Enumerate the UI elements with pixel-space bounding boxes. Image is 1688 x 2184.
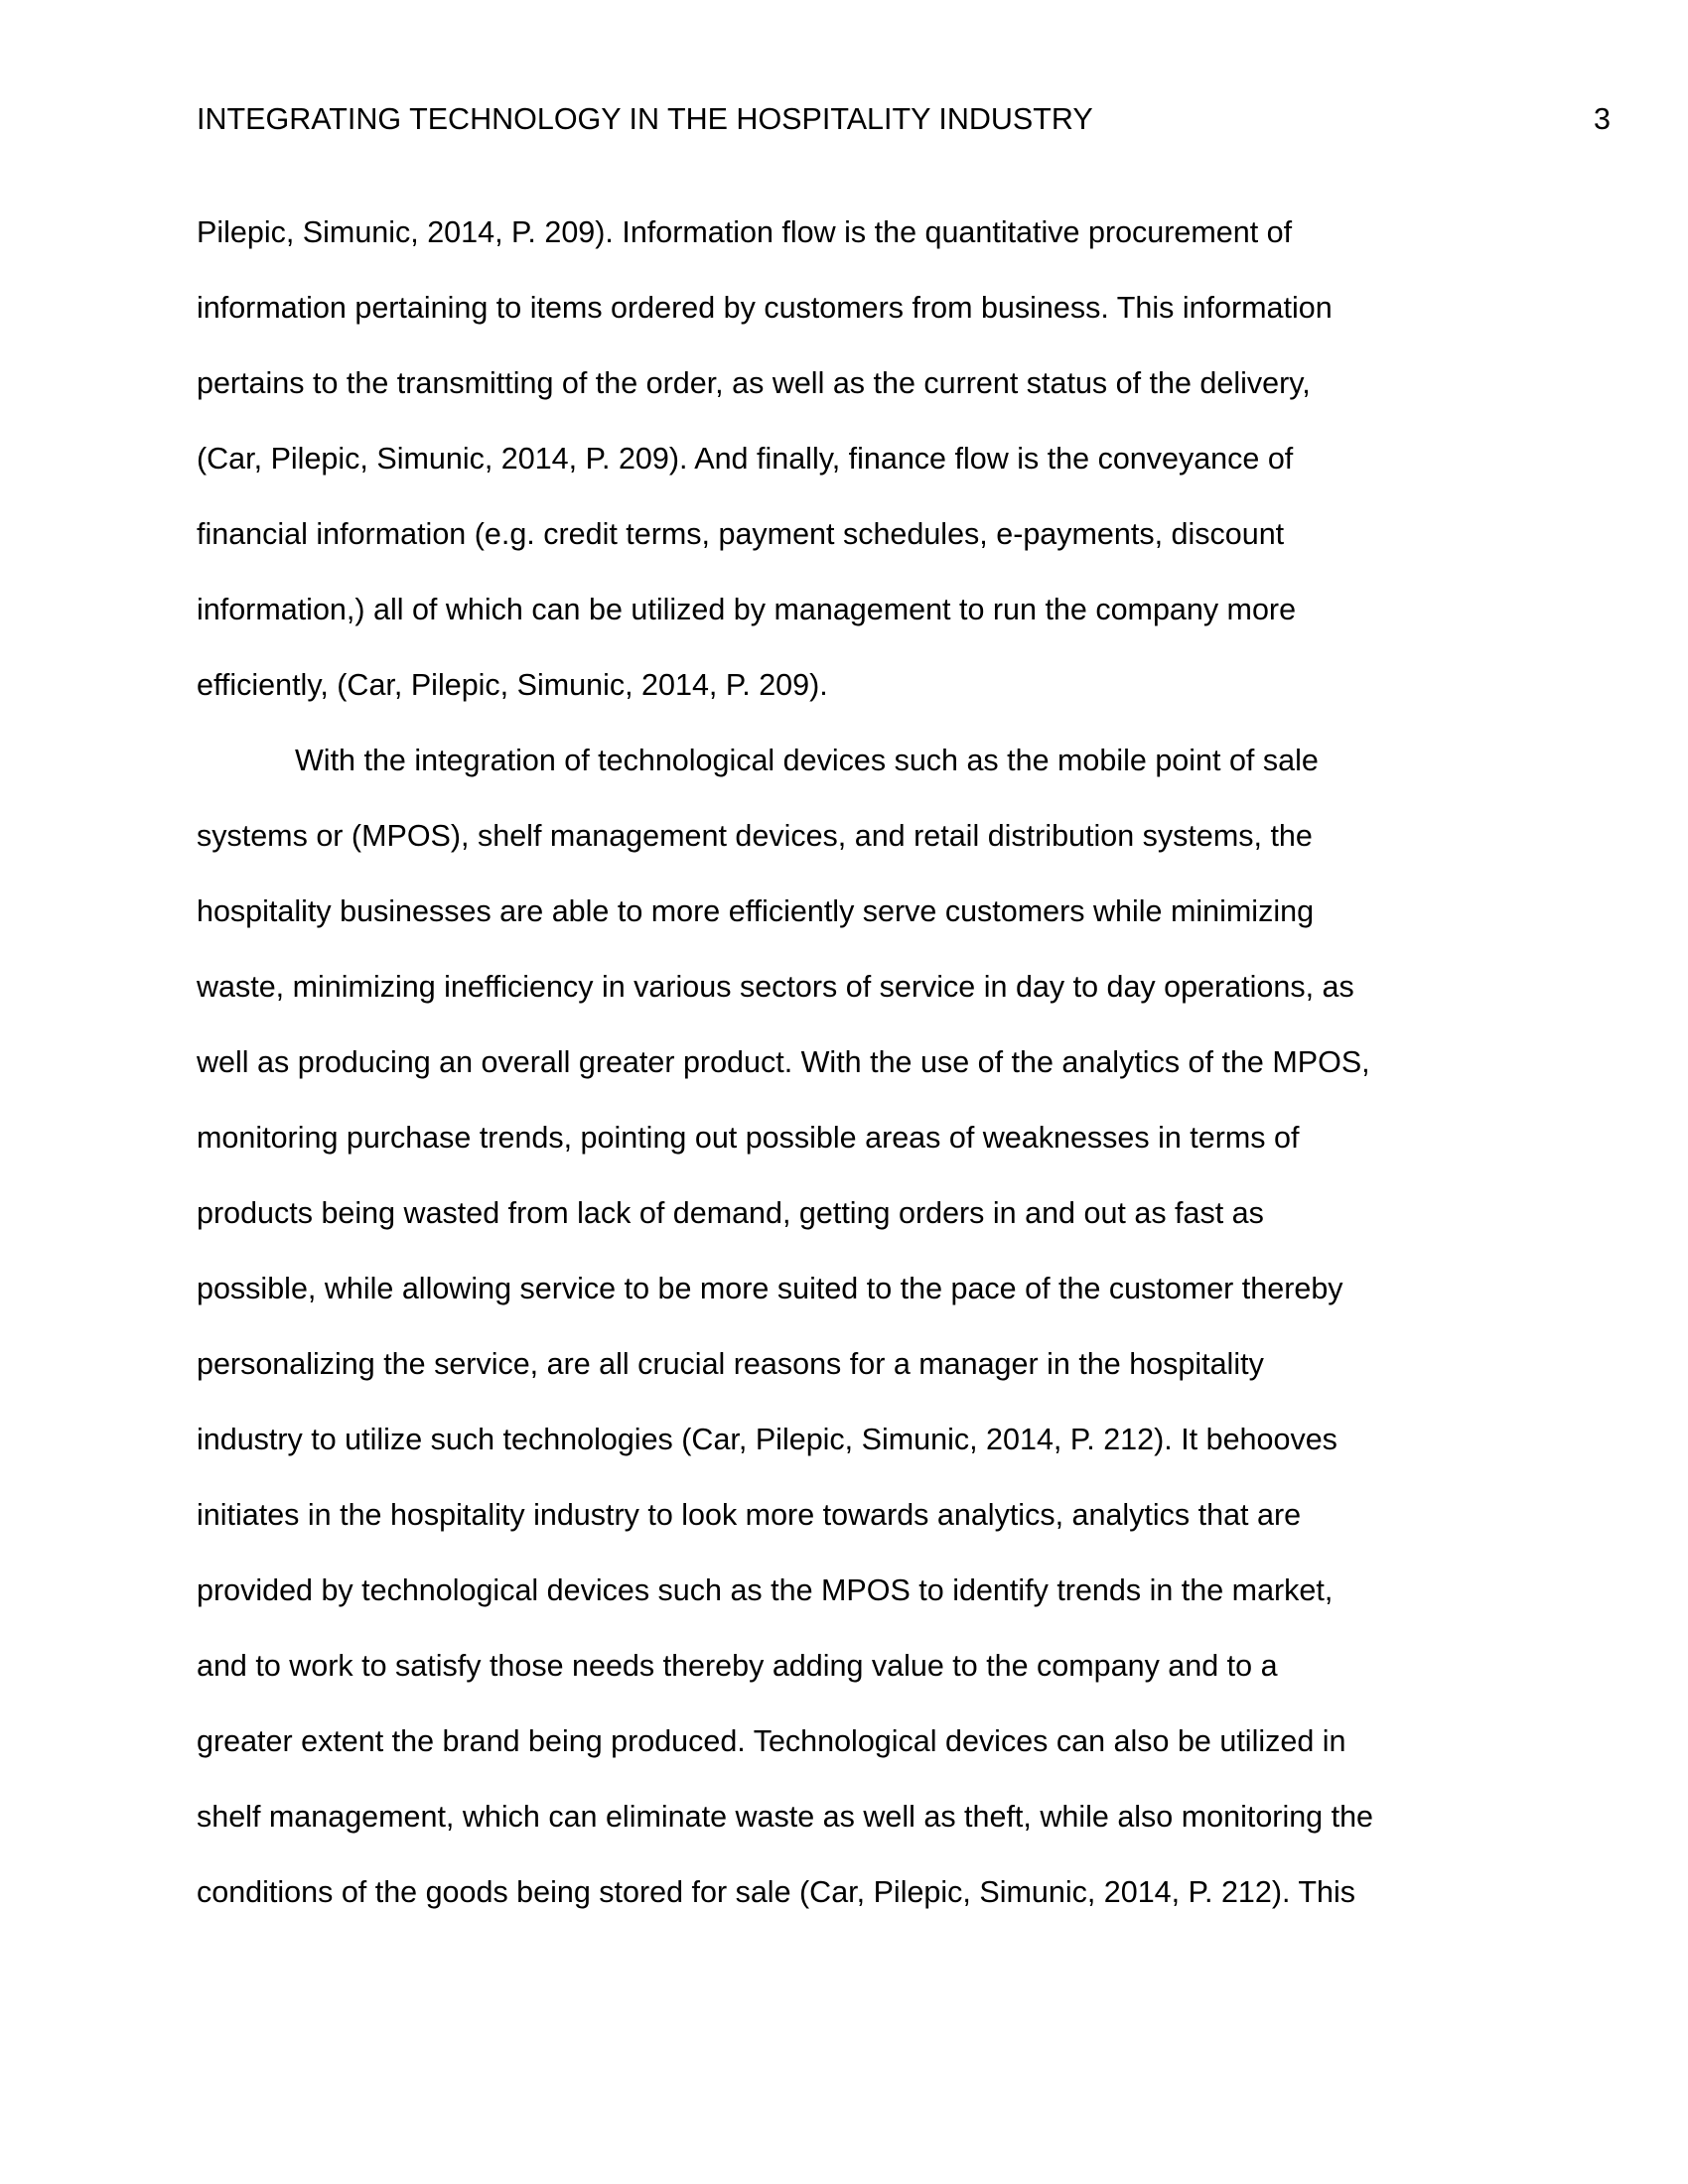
- paragraph-1-line: information pertaining to items ordered by customers from business. This information: [197, 291, 1333, 325]
- page-number: 3: [1594, 102, 1611, 136]
- paragraph-1-line: financial information (e.g. credit terms, payment schedules, e-payments, discount: [197, 517, 1285, 551]
- paragraph-2-line: conditions of the goods being stored for sale (Car, Pilepic, Simunic, 2014, P. 212). This: [197, 1875, 1356, 1909]
- paragraph-2-line: industry to utilize such technologies (Car, Pilepic, Simunic, 2014, P. 212). It behooves: [197, 1423, 1337, 1456]
- paragraph-2-line: monitoring purchase trends, pointing out possible areas of weaknesses in terms of: [197, 1121, 1300, 1155]
- page-header: [197, 97, 1611, 141]
- paragraph-2-line: possible, while allowing service to be more suited to the pace of the customer thereby: [197, 1272, 1343, 1305]
- paragraph-1-line: Pilepic, Simunic, 2014, P. 209). Information flow is the quantitative procurement of: [197, 215, 1293, 249]
- paragraph-2-line: With the integration of technological devices such as the mobile point of sale: [295, 744, 1319, 777]
- paragraph-2-line: waste, minimizing inefficiency in various sectors of service in day to day operations, as: [197, 970, 1354, 1004]
- paragraph-1-line: information,) all of which can be utilized by management to run the company more: [197, 593, 1297, 626]
- paragraph-2-line: shelf management, which can eliminate waste as well as theft, while also monitoring the: [197, 1800, 1374, 1834]
- paragraph-2-line: products being wasted from lack of demand, getting orders in and out as fast as: [197, 1196, 1264, 1230]
- paragraph-1-line: efficiently, (Car, Pilepic, Simunic, 2014, P. 209).: [197, 668, 828, 702]
- body-text: [197, 195, 1487, 1930]
- paragraph-2-line: hospitality businesses are able to more efficiently serve customers while minimizing: [197, 894, 1315, 928]
- paragraph-2-line: provided by technological devices such as the MPOS to identify trends in the market,: [197, 1573, 1334, 1607]
- paragraph-1-line: pertains to the transmitting of the order, as well as the current status of the delivery,: [197, 366, 1311, 400]
- paragraph-2-line: personalizing the service, are all crucial reasons for a manager in the hospitality: [197, 1347, 1264, 1381]
- paragraph-1-line: (Car, Pilepic, Simunic, 2014, P. 209). And finally, finance flow is the conveyance of: [197, 442, 1294, 476]
- paragraph-2-line: greater extent the brand being produced. Technological devices can also be utilized in: [197, 1724, 1346, 1758]
- running-head: INTEGRATING TECHNOLOGY IN THE HOSPITALITY INDUSTRY: [197, 102, 1093, 136]
- paragraph-2-line: initiates in the hospitality industry to look more towards analytics, analytics that are: [197, 1498, 1302, 1532]
- paragraph-2-line: well as producing an overall greater product. With the use of the analytics of the MPOS,: [197, 1045, 1370, 1079]
- paragraph-2-line: and to work to satisfy those needs thereby adding value to the company and to a: [197, 1649, 1278, 1683]
- paragraph-2-line: systems or (MPOS), shelf management devices, and retail distribution systems, the: [197, 819, 1313, 853]
